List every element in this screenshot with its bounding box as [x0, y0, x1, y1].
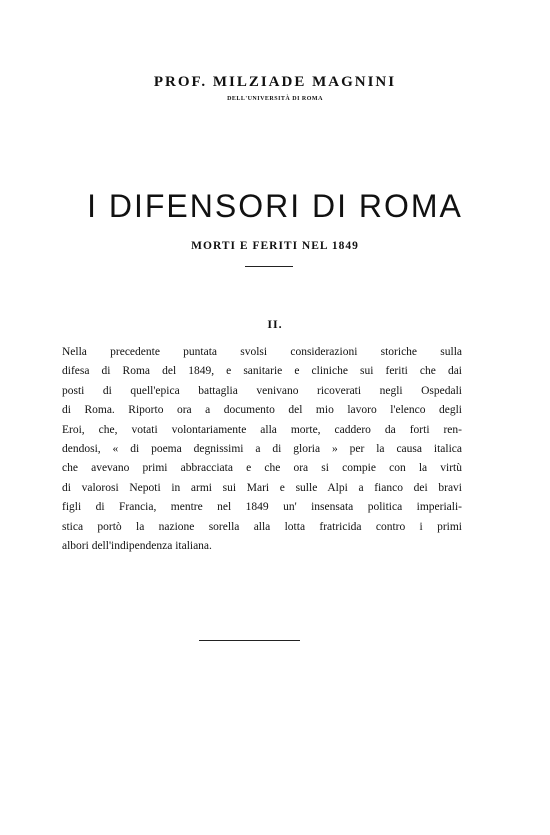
body-line: di valorosi Nepoti in armi sui Mari e sulle Alpi a fianco dei bravi [62, 481, 462, 494]
body-line: che avevano primi abbracciata e che ora si compie con la virtù [62, 462, 462, 475]
body-line: figli di Francia, mentre nel 1849 un' insensata politica imperiali- [62, 501, 462, 514]
body-line: stica portò la nazione sorella alla lotta fratricida contro i primi [62, 520, 462, 533]
article-title: I DIFENSORI DI ROMA [87, 188, 463, 224]
body-line: difesa di Roma del 1849, e sanitarie e cliniche sui feriti che dai [62, 365, 462, 378]
body-line: albori dell'indipendenza italiana. [62, 540, 212, 553]
body-line: posti di quell'epica battaglia venivano ricoverati negli Ospedali [62, 384, 462, 397]
author-name: PROF. MILZIADE MAGNINI [153, 74, 397, 90]
section-number: II. [267, 317, 283, 331]
article-subtitle: MORTI E FERITI NEL 1849 [191, 240, 359, 252]
body-paragraph [62, 343, 462, 556]
author-affiliation: DELL'UNIVERSITÀ DI ROMA [227, 96, 323, 102]
end-divider [199, 640, 300, 641]
body-line: di Roma. Riporto ora a documento del mio lavoro l'elenco degli [62, 404, 462, 417]
body-line: Eroi, che, votati volontariamente alla morte, caddero da forti ren- [62, 423, 462, 436]
body-line: Nella precedente puntata svolsi considerazioni storiche sulla [62, 346, 462, 358]
body-line: dendosi, « di poema degnissimi a di gloria » per la causa italica [62, 443, 462, 456]
title-divider [245, 266, 293, 267]
